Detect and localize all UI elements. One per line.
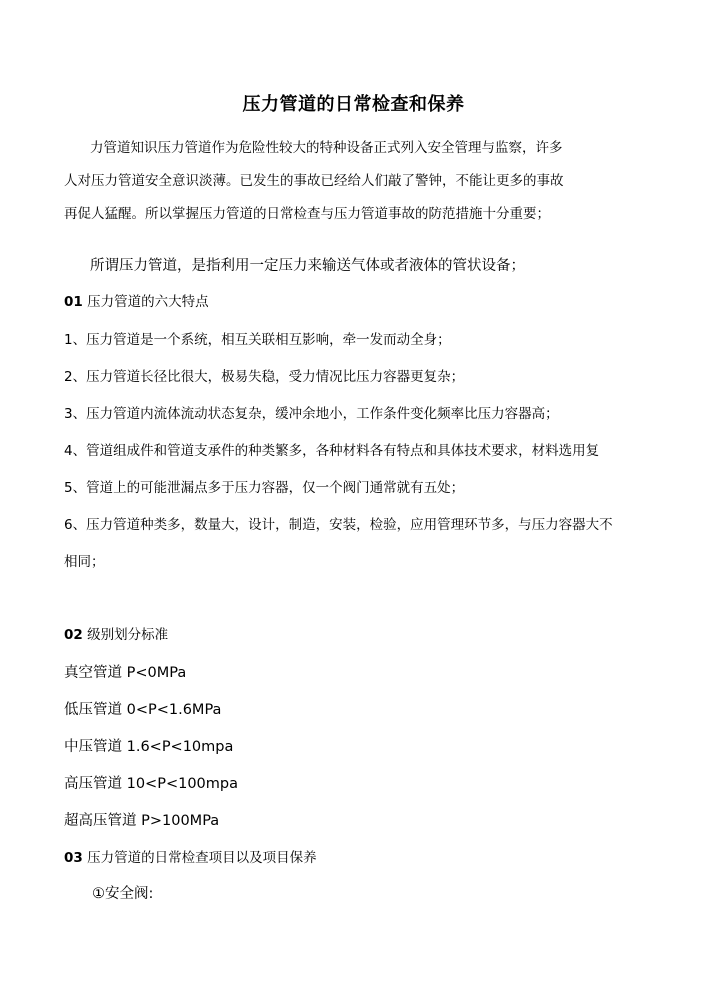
grade-high: 高压管道 10<P<100mpa — [64, 776, 238, 792]
section1-item-4: 4、管道组成件和管道支承件的种类繁多，各种材料各有特点和具体技术要求，材料选用复 — [64, 443, 600, 459]
section3-title: 压力管道的日常检查项目以及项目保养 — [87, 850, 317, 866]
document-title: 压力管道的日常检查和保养 — [242, 94, 465, 115]
section3-number: 03 — [64, 850, 83, 866]
section1-item-5: 5、管道上的可能泄漏点多于压力容器，仅一个阀门通常就有五处； — [64, 480, 465, 496]
section2-title: 级别划分标准 — [87, 627, 169, 643]
intro-line-2: 人对压力管道安全意识淡薄。已发生的事故已经给人们敲了警钟，不能让更多的事故 — [64, 173, 564, 189]
grade-medium: 中压管道 1.6<P<10mpa — [64, 739, 234, 755]
intro-line-1: 力管道知识压力管道作为危险性较大的特种设备正式列入安全管理与监察，许多 — [90, 140, 563, 156]
section1-number: 01 — [64, 294, 83, 310]
section3-sub1: ①安全阀: — [92, 886, 154, 902]
grade-low: 低压管道 0<P<1.6MPa — [64, 702, 222, 718]
section1-item-3: 3、压力管道内流体流动状态复杂，缓冲余地小，工作条件变化频率比压力容器高； — [64, 406, 559, 422]
grade-ultra-high: 超高压管道 P>100MPa — [64, 813, 220, 829]
section1-title: 压力管道的六大特点 — [87, 294, 209, 310]
section3-heading — [64, 848, 317, 868]
section1-item-6: 6、压力管道种类多，数量大，设计，制造，安装，检验，应用管理环节多，与压力容器大不 — [64, 517, 613, 533]
section1-item-6-cont: 相同； — [64, 554, 105, 570]
intro-paragraph — [64, 138, 644, 237]
grade-vacuum: 真空管道 P<0MPa — [64, 665, 187, 681]
section1-item-1: 1、压力管道是一个系统，相互关联相互影响，牵一发而动全身； — [64, 332, 451, 348]
section2-number: 02 — [64, 627, 83, 643]
section1-item-2: 2、压力管道长径比很大，极易失稳，受力情况比压力容器更复杂； — [64, 369, 465, 385]
section2-heading — [64, 625, 168, 645]
intro-line-3: 再促人猛醒。所以掌握压力管道的日常检查与压力管道事故的防范措施十分重要； — [64, 206, 550, 222]
section1-heading — [64, 292, 209, 312]
definition-text: 所谓压力管道，是指利用一定压力来输送气体或者液体的管状设备； — [90, 258, 525, 274]
